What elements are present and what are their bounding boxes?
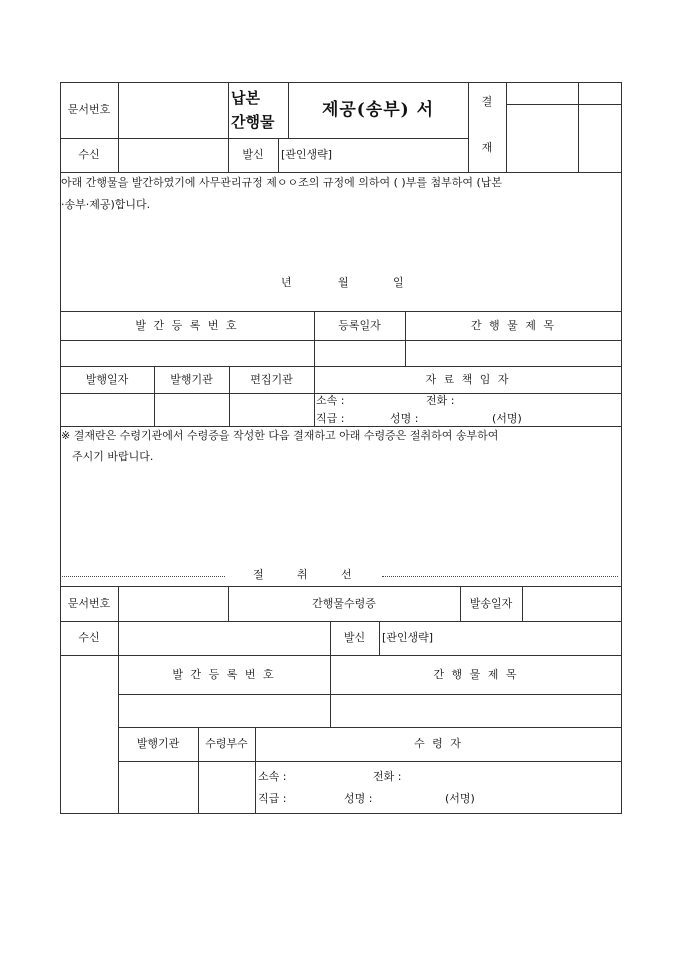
doc-number-label: 문서번호 — [67, 103, 111, 116]
resp-rank: 직급 : — [316, 412, 345, 425]
cut-line-char-1: 절 — [253, 568, 264, 581]
cut-line-char-3: 선 — [341, 568, 352, 581]
receipt-pub-title-cell[interactable] — [330, 694, 622, 727]
receiver-field[interactable] — [118, 138, 228, 172]
resp-signature: (서명) — [492, 412, 522, 425]
receipt-copies-header: 수령부수 — [205, 737, 248, 750]
cut-line-left — [62, 576, 225, 577]
recipient-affiliation: 소속 : — [258, 770, 287, 783]
reg-number-cell[interactable] — [60, 340, 314, 366]
receipt-reg-number-header: 발 간 등 록 번 호 — [172, 667, 276, 681]
form-title: 제공(송부) 서 — [321, 100, 435, 120]
receipt-receiver-field[interactable] — [118, 621, 330, 655]
type-line-2: 간행물 — [231, 113, 275, 131]
pub-date-header: 발행일자 — [85, 372, 129, 386]
receipt-doc-number-field[interactable] — [118, 586, 228, 621]
note-line-2: 주시기 바랍니다. — [72, 450, 154, 463]
receipt-sender-label: 발신 — [343, 631, 366, 644]
cut-line-char-2: 취 — [297, 568, 308, 581]
sender-label: 발신 — [242, 148, 264, 161]
receipt-reg-number-cell[interactable] — [118, 694, 330, 727]
pub-org-header: 발행기관 — [170, 372, 213, 386]
send-date-field[interactable] — [522, 586, 622, 621]
responsible-header: 자 료 책 임 자 — [425, 372, 511, 386]
send-date-label: 발송일자 — [469, 596, 513, 610]
sender-value: [관인생략] — [281, 148, 333, 161]
date-month: 월 — [338, 276, 349, 289]
receipt-receiver-label: 수신 — [78, 631, 100, 644]
note-line-1: ※ 결재란은 수령기관에서 수령증을 작성한 다음 결재하고 아래 수령증은 절취하여 송부하여 — [61, 429, 499, 442]
notice-line-1: 아래 간행물을 발간하였기에 사무관리규정 제ㅇㅇ조의 규정에 의하여 ( )부를 첨부하여 (납본 — [61, 176, 502, 189]
approval-label-1: 결 — [481, 95, 493, 108]
receipt-pub-org-header: 발행기관 — [136, 737, 180, 750]
approval-box-1[interactable] — [506, 104, 578, 172]
resp-affiliation: 소속 : — [316, 394, 345, 407]
recipient-rank: 직급 : — [258, 792, 287, 805]
reg-date-cell[interactable] — [314, 340, 405, 366]
recipient-phone: 전화 : — [373, 770, 402, 783]
recipient-header: 수 령 자 — [414, 737, 463, 750]
notice-line-2: ·송부·제공)합니다. — [61, 198, 151, 211]
reg-date-header: 등록일자 — [338, 318, 381, 332]
pub-title-header: 간 행 물 제 목 — [470, 318, 557, 332]
receipt-doc-number-label: 문서번호 — [67, 596, 111, 610]
doc-number-field[interactable] — [118, 82, 228, 138]
publication-form — [60, 82, 622, 814]
type-line-1: 납본 — [231, 89, 260, 107]
approval-label-2: 재 — [481, 141, 493, 154]
cut-line-right — [382, 576, 618, 577]
edit-org-header: 편집기관 — [250, 372, 293, 386]
date-year: 년 — [281, 276, 292, 289]
reg-number-header: 발 간 등 록 번 호 — [135, 318, 239, 332]
receiver-label: 수신 — [78, 148, 100, 161]
pub-title-cell[interactable] — [405, 340, 622, 366]
resp-phone: 전화 : — [426, 394, 455, 407]
receipt-sender-value: [관인생략] — [382, 631, 434, 644]
date-day: 일 — [393, 276, 404, 289]
receipt-pub-title-header: 간 행 물 제 목 — [433, 667, 519, 681]
resp-name: 성명 : — [390, 412, 419, 425]
approval-box-2[interactable] — [578, 104, 622, 172]
recipient-name: 성명 : — [344, 792, 373, 805]
receipt-title: 간행물수령증 — [312, 596, 376, 610]
recipient-signature: (서명) — [445, 792, 475, 805]
